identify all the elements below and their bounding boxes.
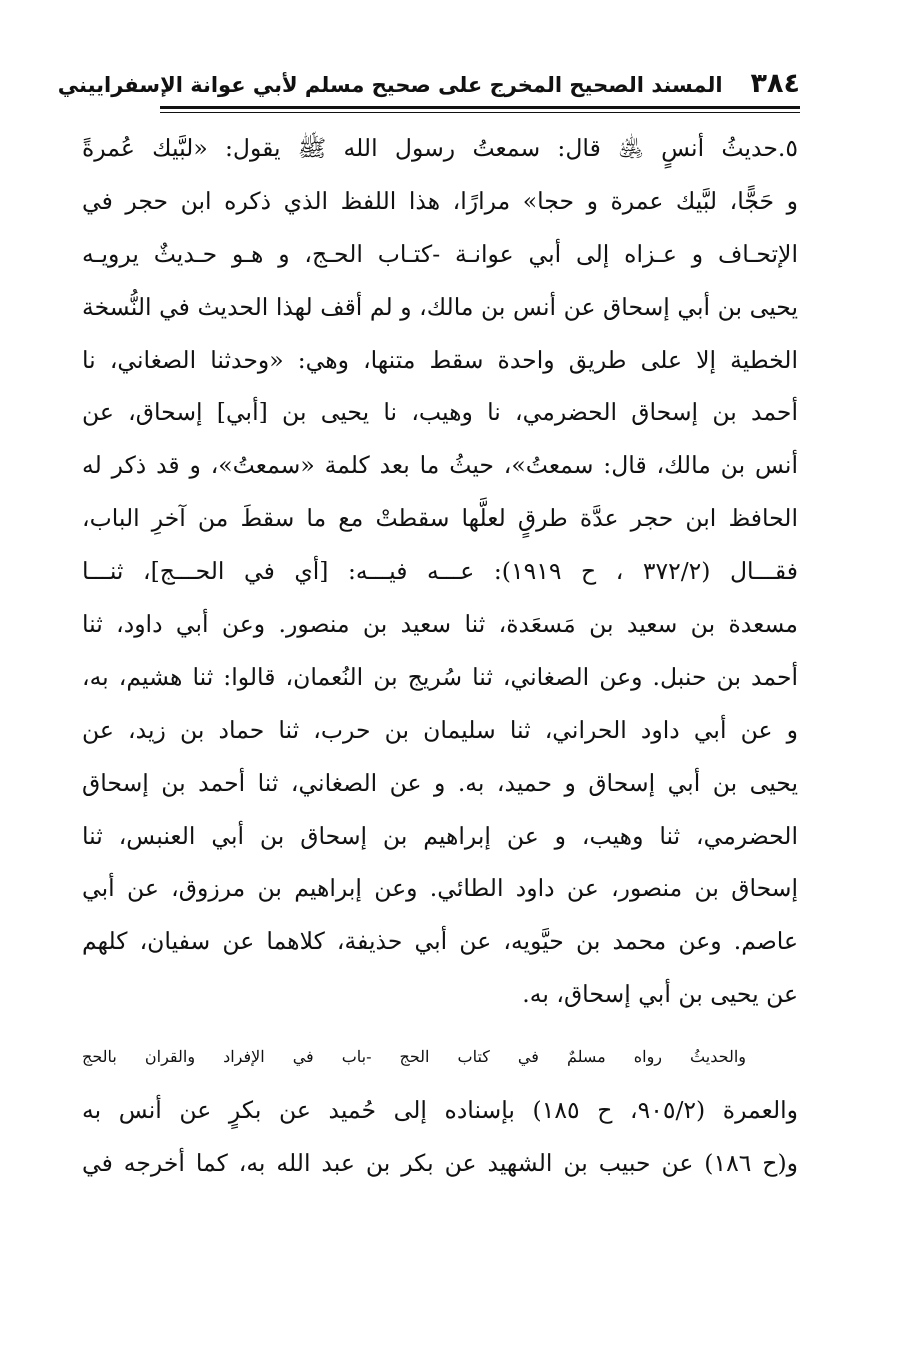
text-line: يحيى بن أبي إسحاق عن أنس بن مالك، و لم أقف لهذا الحديث في النُّسخة: [82, 292, 798, 321]
text-line: أنس بن مالك، قال: سمعتُ»، حيثُ ما بعد كلمة «سمعتُ»، و قد ذكر له: [82, 451, 798, 480]
text-line: والحديثُ رواه مسلمٌ في كتاب الحج -باب في الإفراد والقران بالحج: [82, 1047, 746, 1067]
text-line: يحيى بن أبي إسحاق و حميد، به. و عن الصغاني، ثنا أحمد بن إسحاق: [82, 768, 798, 797]
book-title: المسند الصحيح المخرج على صحيح مسلم لأبي عوانة الإسفراييني: [57, 73, 723, 97]
text-line: الخطية إلا على طريق واحدة سقط متنها، وهي: «وحدثنا الصغاني، نا: [82, 345, 798, 374]
text-line: ٥.حديثُ أنسٍ ﵁ قال: سمعتُ رسول الله ﷺ يقول: «لبَّيك عُمرةً: [82, 134, 798, 162]
text-line: مسعدة بن سعيد بن مَسعَدة، ثنا سعيد بن منصور. وعن أبي داود، ثنا: [82, 610, 798, 639]
body-text: [82, 122, 798, 1190]
page-number: ٣٨٤: [750, 68, 800, 99]
text-line: و(ح ١٨٦) عن حبيب بن الشهيد عن بكر بن عبد الله به، كما أخرجه في: [82, 1148, 798, 1177]
text-line: أحمد بن إسحاق الحضرمي، نا وهيب، نا يحيى بن [أبي] إسحاق، عن: [82, 398, 798, 427]
paragraph-muslim-source: [82, 1031, 798, 1190]
paragraph-gap: [82, 1021, 798, 1031]
text-line: الحافظ ابن حجر عدَّة طرقٍ لعلَّها سقطتْ مع ما سقطَ من آخرِ الباب،: [82, 504, 798, 533]
header-rule-thick: [160, 106, 800, 109]
text-line: إسحاق بن منصور، عن داود الطائي. وعن إبراهيم بن مرزوق، عن أبي: [82, 874, 798, 903]
text-line: الإتحـاف و عـزاه إلى أبي عوانـة -كتـاب الحـج، و هـو حـديثٌ يرويـه: [82, 239, 798, 268]
text-line: والعمرة (٩٠٥/٢، ح ١٨٥) بإسناده إلى حُميد عن بكرٍ عن أنس به: [82, 1096, 798, 1125]
paragraph-hadith-5: [82, 122, 798, 1021]
text-line: عاصم. وعن محمد بن حيَّويه، عن أبي حذيفة، كلاهما عن سفيان، كلهم: [82, 927, 798, 956]
header-rule-thin: [160, 112, 800, 113]
text-line: و عن أبي داود الحراني، ثنا سليمان بن حرب، ثنا حماد بن زيد، عن: [82, 715, 798, 744]
text-line: الحضرمي، ثنا وهيب، و عن إبراهيم بن إسحاق بن أبي العنبس، ثنا: [82, 821, 798, 850]
running-header: [57, 66, 800, 106]
text-line: أحمد بن حنبل. وعن الصغاني، ثنا سُريج بن النُعمان، قالوا: ثنا هشيم، به،: [82, 662, 798, 691]
text-line: و حَجًّا، لبَّيك عمرة و حجا» مرارًا، هذا اللفظ الذي ذكره ابن حجر في: [82, 186, 798, 215]
text-line: عن يحيى بن أبي إسحاق، به.: [522, 980, 798, 1009]
text-line: فقـــال (٣٧٢/٢ ، ح ١٩١٩): عـــه فيـــه: [أي في الحـــج]، ثنـــا: [82, 557, 798, 586]
